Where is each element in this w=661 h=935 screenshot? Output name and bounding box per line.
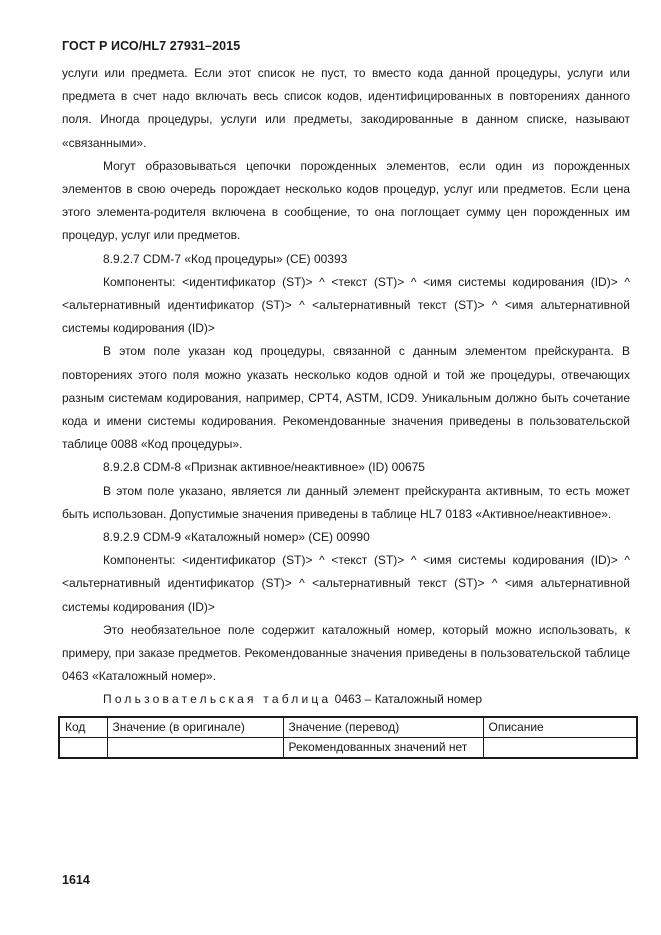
column-header-value-translation: Значение (перевод) [283, 717, 483, 738]
table-caption-prefix: Пользовательская таблица [103, 692, 332, 707]
table-row [59, 737, 637, 758]
table-cell [483, 737, 637, 758]
page-number: 1614 [62, 873, 90, 887]
paragraph-cdm9-components: Компоненты: <идентификатор (ST)> ^ <текст (ST)> ^ <имя системы кодирования (ID)> ^ <альтернативный идентификатор (ST)> ^ <альтернативный текст (ST)> ^ <имя альтернативной системы кодирования (ID)> [62, 553, 630, 614]
section-heading-cdm9: 8.9.2.9 CDM-9 «Каталожный номер» (CE) 00990 [103, 530, 370, 545]
document-header: ГОСТ Р ИСО/HL7 27931–2015 [62, 39, 241, 53]
column-header-code: Код [59, 717, 107, 738]
table-cell [107, 737, 283, 758]
table-cell [59, 737, 107, 758]
paragraph-cdm8-description: В этом поле указано, является ли данный элемент прейскуранта активным, то есть может быть использован. Допустимые значения приведены в таблице HL7 0183 «Активное/неактивное». [62, 483, 630, 521]
table-caption-suffix: 0463 – Каталожный номер [334, 692, 483, 707]
table-header-row [59, 717, 637, 738]
paragraph-chains: Могут образовываться цепочки порожденных элементов, если один из порожденных элементов в свою очередь порождает несколько кодов процедур, услуг или предметов. Если цена этого элемента-родителя включена в сообщение, то она поглощает сумму цен порожденных им процедур, услуг или предметов. [62, 158, 630, 243]
catalog-number-table [58, 716, 638, 759]
paragraph-cdm7-description: В этом поле указан код процедуры, связанной с данным элементом прейскуранта. В повторениях этого поля можно указать несколько кодов одной и той же процедуры, отвечающих разным системам кодирования, например, CPT4, ASTM, ICD9. Уникальным должно быть сочетание кода и имени системы кодирования. Рекомендованные значения приведены в пользовательской таблице 0088 «Код процедуры». [62, 344, 630, 452]
section-heading-cdm8: 8.9.2.8 CDM-8 «Признак активное/неактивное» (ID) 00675 [103, 460, 425, 475]
section-heading-cdm7: 8.9.2.7 CDM-7 «Код процедуры» (CE) 00393 [103, 251, 348, 266]
column-header-description: Описание [483, 717, 637, 738]
paragraph-cdm9-description: Это необязательное поле содержит каталожный номер, который можно использовать, к примеру, при заказе предметов. Рекомендованные значения приведены в пользовательской таблице 0463 «Каталожный номер». [62, 622, 630, 684]
column-header-value-original: Значение (в оригинале) [107, 717, 283, 738]
paragraph-continuation: услуги или предмета. Если этот список не пуст, то вместо кода данной процедуры, услуги или предмета в счет надо включать весь список кодов, идентифицированных в повторениях данного поля. Иногда процедуры, услуги или предметы, закодированные в данном списке, называют «связанными». [62, 66, 630, 150]
table-cell: Рекомендованных значений нет [283, 737, 483, 758]
page-body [62, 62, 630, 759]
paragraph-cdm7-components: Компоненты: <идентификатор (ST)> ^ <текст (ST)> ^ <имя системы кодирования (ID)> ^ <альтернативный идентификатор (ST)> ^ <альтернативный текст (ST)> ^ <имя альтернативной системы кодирования (ID)> [62, 274, 630, 336]
table-caption [62, 688, 630, 711]
